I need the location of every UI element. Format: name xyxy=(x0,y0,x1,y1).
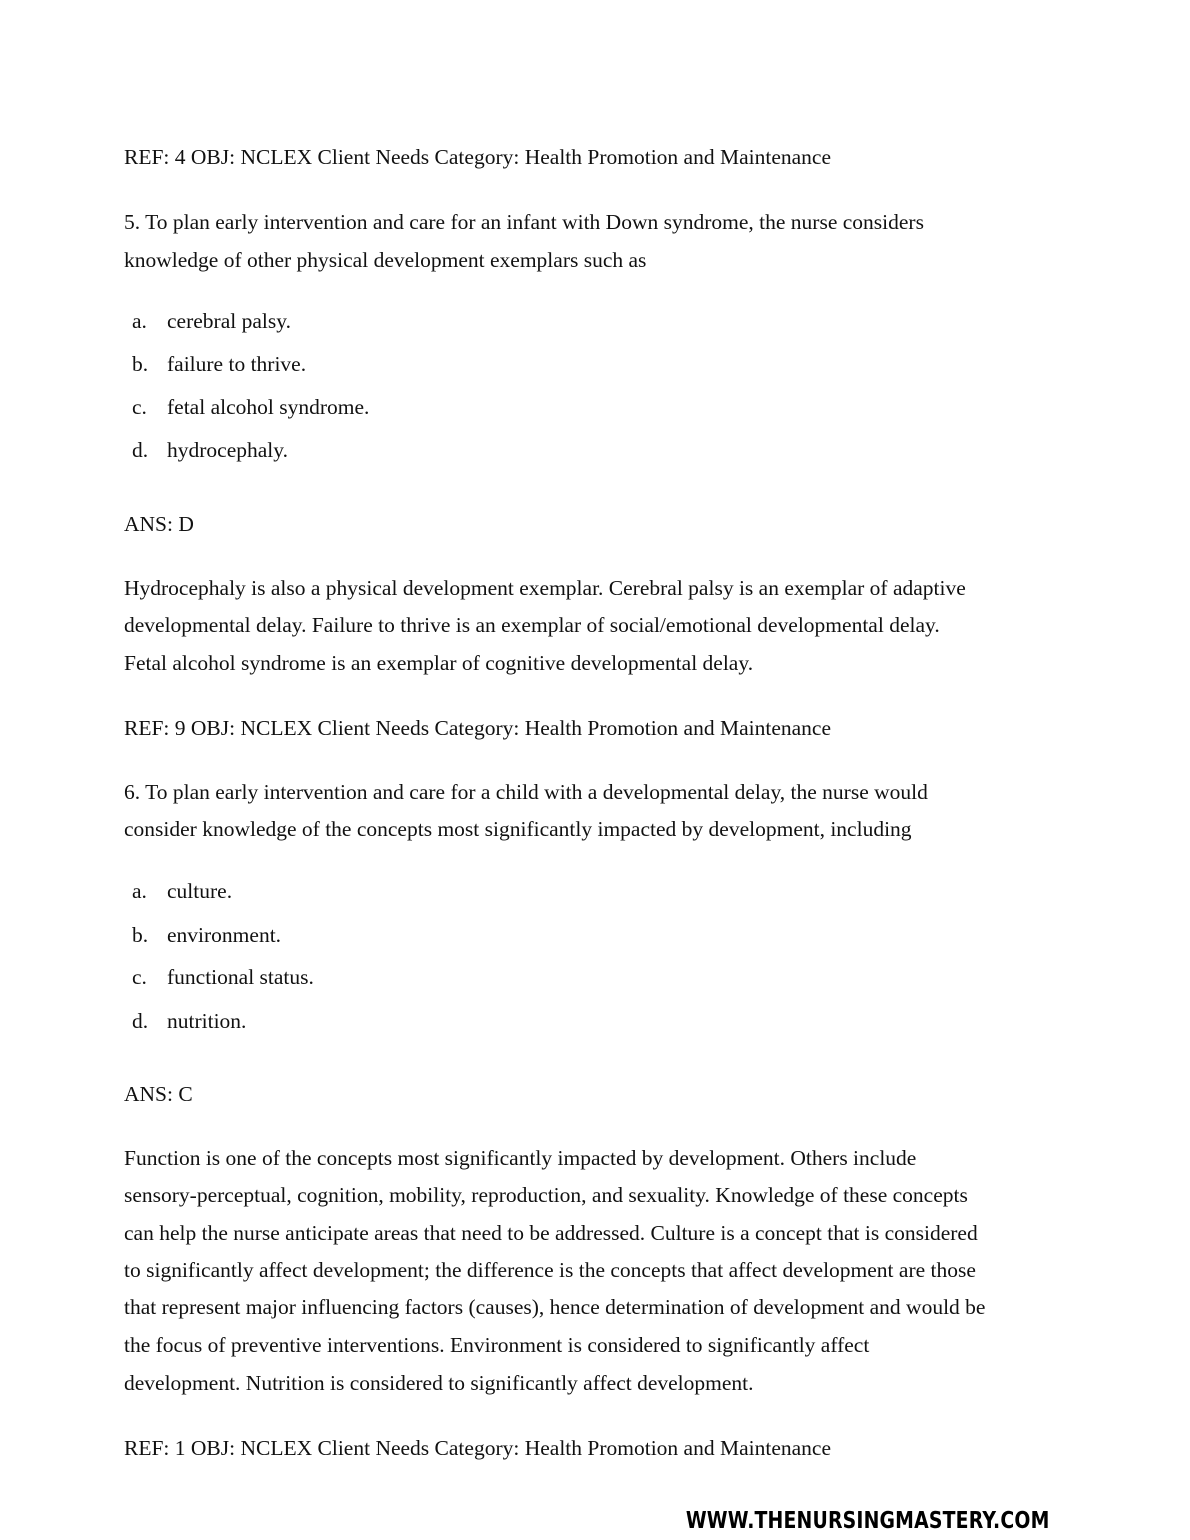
option-text: cerebral palsy. xyxy=(167,309,291,333)
option-letter: d. xyxy=(132,438,149,462)
option-letter: a. xyxy=(132,309,147,333)
option-letter: b. xyxy=(132,923,149,947)
option-letter: b. xyxy=(132,352,149,376)
question-5-stem-line-1: 5. To plan early intervention and care for an infant with Down syndrome, the nurse considers xyxy=(124,210,924,234)
question-6-answer: ANS: C xyxy=(124,1082,193,1106)
question-6-rationale-line-7: development. Nutrition is considered to significantly affect development. xyxy=(124,1371,754,1395)
question-5-rationale-line-1: Hydrocephaly is also a physical development exemplar. Cerebral palsy is an exemplar of adaptive xyxy=(124,576,966,600)
question-6-stem-line-1: 6. To plan early intervention and care for a child with a developmental delay, the nurse would xyxy=(124,780,928,804)
option-text: hydrocephaly. xyxy=(167,438,288,462)
question-6-rationale-line-5: that represent major influencing factors (causes), hence determination of development and would be xyxy=(124,1295,986,1319)
question-5-rationale-line-2: developmental delay. Failure to thrive is an exemplar of social/emotional developmental delay. xyxy=(124,613,940,637)
option-letter: c. xyxy=(132,395,147,419)
option-text: fetal alcohol syndrome. xyxy=(167,395,370,419)
question-6-stem-line-2: consider knowledge of the concepts most significantly impacted by development, including xyxy=(124,817,912,841)
question-5-stem-line-2: knowledge of other physical development exemplars such as xyxy=(124,248,647,272)
option-text: environment. xyxy=(167,923,282,947)
option-letter: d. xyxy=(132,1009,149,1033)
option-text: culture. xyxy=(167,879,233,903)
option-letter: a. xyxy=(132,879,147,903)
question-6-rationale-line-4: to significantly affect development; the difference is the concepts that affect development are those xyxy=(124,1258,976,1282)
question-6-rationale-line-3: can help the nurse anticipate areas that need to be addressed. Culture is a concept that is considered xyxy=(124,1221,978,1245)
question-6-rationale-line-6: the focus of preventive interventions. Environment is considered to significantly affect xyxy=(124,1333,870,1357)
option-text: nutrition. xyxy=(167,1009,247,1033)
reference-line-q6: REF: 1 OBJ: NCLEX Client Needs Category: Health Promotion and Maintenance xyxy=(124,1436,832,1460)
reference-line-q4: REF: 4 OBJ: NCLEX Client Needs Category: Health Promotion and Maintenance xyxy=(124,145,832,169)
question-6-rationale-line-2: sensory-perceptual, cognition, mobility, reproduction, and sexuality. Knowledge of these concepts xyxy=(124,1183,968,1207)
option-text: functional status. xyxy=(167,965,314,989)
question-6-rationale-line-1: Function is one of the concepts most significantly impacted by development. Others include xyxy=(124,1146,917,1170)
option-letter: c. xyxy=(132,965,147,989)
reference-line-q5: REF: 9 OBJ: NCLEX Client Needs Category: Health Promotion and Maintenance xyxy=(124,716,832,740)
footer-website-link[interactable]: WWW.THENURSINGMASTERY.COM xyxy=(686,1508,1050,1534)
option-text: failure to thrive. xyxy=(167,352,307,376)
question-5-answer: ANS: D xyxy=(124,512,194,536)
question-5-rationale-line-3: Fetal alcohol syndrome is an exemplar of cognitive developmental delay. xyxy=(124,651,754,675)
